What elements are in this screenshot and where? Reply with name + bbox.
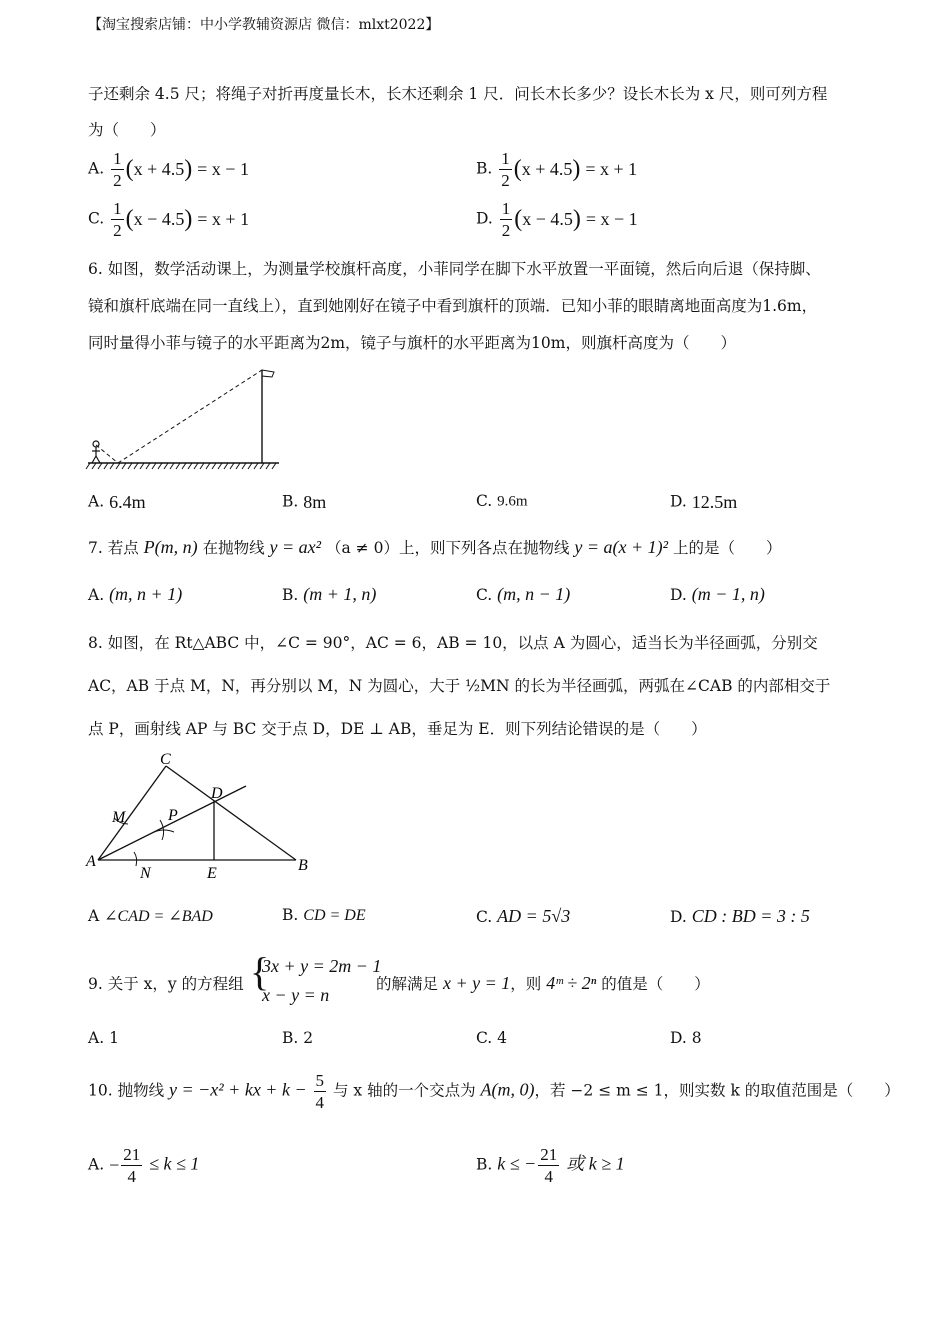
q6-option-b-text: 8m [303,492,327,512]
q9-option-d-label: D. [670,1029,687,1047]
label-n: N [140,865,151,882]
q9-system-brace: { [250,949,270,994]
q10-point: A(m, 0) [480,1079,535,1100]
q6-line3: 同时量得小菲与镜子的水平距离为2m，镜子与旗杆的水平距离为10m，则旗杆高度为（ ） [88,334,736,352]
q9-option-b-text: 2 [303,1029,314,1047]
q10-option-b-label: B. [476,1155,493,1174]
q6-option-c-text: 9.6m [497,493,528,510]
q7-curve1: y = ax² [269,537,322,557]
q5-option-d: D. $\frac{1}{2}$ (x − 4.5) = x − 1 [476,199,638,240]
q7-cond: （a ≠ 0） [326,539,399,557]
q10-fraction [314,1072,327,1111]
q7-option-d [670,584,765,605]
q10-option-b-fraction [538,1146,559,1185]
q7-option-c-label: C. [476,586,493,604]
q6-flagpole-figure [84,362,284,474]
q5-option-d-label: D. [476,209,493,228]
q5-option-b-rhs: = x + 1 [585,159,638,179]
label-a: A [86,853,96,870]
q8-option-a [88,906,213,926]
q10-stem [88,1072,900,1111]
q5-line2: 为（ ） [88,121,166,139]
q7-option-d-text: (m − 1, n) [691,584,765,604]
q10-option-b-den: 4 [544,1167,554,1186]
q5-option-b-label: B. [476,159,493,178]
q6-option-c [476,492,528,511]
q7-option-c [476,584,570,605]
q9-post: 的值是（ ） [601,975,710,993]
arc-n [134,852,137,866]
q5-option-c-inner: x − 4.5 [133,209,185,229]
q6-option-a [88,492,146,513]
eye-to-mirror-line [96,445,118,463]
q7-option-b [282,584,376,605]
q7-stem [88,536,782,558]
q9-option-b [282,1029,313,1047]
q10-mid: 与 x 轴的一个交点为 [332,1081,476,1100]
q5-option-a: A. $\frac{1}{2}$ (x + 4.5) = x − 1 [88,149,249,190]
q8-option-a-label: A [88,907,100,925]
q7-option-b-text: (m + 1, n) [303,584,377,604]
label-e: E [207,865,217,882]
q9-option-a-text: 1 [109,1029,119,1047]
header-banner: 【淘宝搜索店铺：中小学教辅资源店 微信：mlxt2022】 [88,17,440,33]
q9-option-b-label: B. [282,1029,299,1047]
q7-option-d-label: D. [670,586,687,604]
q6-option-a-text: 6.4m [109,492,146,512]
q9-then: ，则 [510,975,542,993]
q10-cond: ，若 −2 ≤ m ≤ 1，则实数 k 的取值范围是（ ） [534,1081,900,1100]
q9-option-c-text: 4 [497,1029,508,1047]
segment-cb [166,766,296,860]
q5-line1: 子还剩余 4.5 尺；将绳子对折再度量长木，长木还剩余 1 尺．问长木长多少？设长木长为 x 尺，则可列方程 [88,85,828,103]
q10-option-a-label: A. [88,1155,105,1174]
q7-point: P(m, n) [143,537,198,557]
q5-option-a-label: A. [88,159,105,178]
q7-option-b-label: B. [282,586,299,604]
q7-mid2: 上，则下列各点在抛物线 [398,539,570,557]
q5-option-a-rhs: = x − 1 [197,159,249,179]
q9-tail [376,972,710,994]
q8-option-b-text: CD = DE [303,907,366,924]
label-c: C [160,751,171,768]
q8-option-d [670,906,810,927]
girl-figure [92,441,100,463]
q9-option-c [476,1029,507,1047]
q6-option-b-label: B. [282,492,299,511]
q10-option-b [476,1146,625,1185]
q10-option-a-rest: ≤ k ≤ 1 [149,1153,200,1174]
q6-option-d [670,492,737,513]
q10-option-a-den: 4 [127,1167,136,1186]
q8-line3: 点 P，画射线 AP 与 BC 交于点 D，DE ⊥ AB，垂足为 E．则下列结论错误的是（ ） [88,720,707,738]
q7-option-a [88,584,182,605]
label-b: B [298,857,308,874]
q9-option-c-label: C. [476,1029,493,1047]
q8-option-d-label: D. [670,908,687,926]
label-d: D [211,785,223,802]
q6-option-c-label: C. [476,492,493,510]
half-fraction: $\frac{1}{2}$ [501,149,510,190]
q9-pre: 9. 关于 x，y 的方程组 [88,975,244,993]
q7-post: 上的是（ ） [673,539,782,557]
q8-option-b-label: B. [282,906,299,924]
q5-option-d-rhs: = x − 1 [585,209,638,229]
q5-option-b-inner: x + 4.5 [521,159,573,179]
half-fraction: $\frac{1}{2}$ [113,149,122,190]
q5-option-b: B. $\frac{1}{2}$ (x + 4.5) = x + 1 [476,149,638,190]
q9-option-a [88,1029,119,1047]
q10-option-b-rest: 或 k ≥ 1 [566,1153,625,1174]
q8-option-d-text: CD : BD = 3 : 5 [691,906,810,926]
label-p: P [168,807,178,824]
q8-line1: 8. 如图，在 Rt△ABC 中，∠C = 90°，AC = 6，AB = 10，以点 A 为圆心，适当长为半径画弧，分别交 [88,634,818,652]
q7-mid1: 在抛物线 [202,539,265,557]
q10-option-b-pre: k ≤ − [497,1153,537,1174]
q9-cond: x + y = 1 [442,973,511,993]
q10-frac-den: 4 [315,1093,325,1112]
segment-ac [98,766,166,860]
q6-option-b [282,492,326,513]
q5-option-a-inner: x + 4.5 [133,159,185,179]
label-m: M [112,809,126,826]
q6-option-d-text: 12.5m [691,492,738,512]
q9-option-d-text: 8 [691,1029,702,1047]
q6-option-a-label: A. [88,492,105,511]
q10-option-a-num: 21 [123,1145,141,1164]
q8-triangle-figure [84,748,324,884]
q8-option-a-text: ∠CAD = ∠BAD [104,908,213,925]
q8-option-c [476,906,570,927]
half-fraction: $\frac{1}{2}$ [501,199,511,240]
q10-pre: 10. 抛物线 [88,1081,165,1100]
q6-line2: 镜和旗杆底端在同一直线上），直到她刚好在镜子中看到旗杆的顶端．已知小菲的眼睛离地面高度为1.6m， [88,297,818,315]
mirror-to-top-line [118,370,262,463]
q5-option-c-rhs: = x + 1 [197,209,250,229]
q5-option-c-label: C. [88,209,105,228]
q5-option-d-inner: x − 4.5 [522,209,573,229]
half-fraction: $\frac{1}{2}$ [113,199,122,240]
ground-hatching [86,463,276,469]
q8-option-c-text: AD = 5√3 [497,906,571,926]
q9-eq2: x − y = n [262,985,330,1005]
q10-curve: y = −x² + kx + k − [169,1079,307,1100]
q7-pre: 7. 若点 [88,539,139,557]
q7-option-a-label: A. [88,586,105,604]
q8-option-b [282,906,366,925]
q7-curve2: y = a(x + 1)² [574,537,669,557]
q9-mid: 的解满足 [376,975,439,993]
q10-option-a-fraction [121,1146,142,1185]
q6-option-d-label: D. [670,492,687,511]
q10-frac-num: 5 [315,1071,325,1090]
q9-option-d [670,1029,702,1047]
q8-option-c-label: C. [476,908,493,926]
q10-option-b-num: 21 [540,1145,558,1164]
q9-option-a-label: A. [88,1029,105,1047]
q6-line1: 6. 如图，数学活动课上，为测量学校旗杆高度，小菲同学在脚下水平放置一平面镜，然后向后退（保持脚、 [88,260,821,278]
q7-option-c-text: (m, n − 1) [497,584,571,604]
q10-option-a: A. − $\frac{21}{4}$ ≤ k ≤ 1 [88,1145,200,1186]
q9-expr: 4ᵐ ÷ 2ⁿ [546,973,597,993]
q8-line2: AC，AB 于点 M，N，再分别以 M，N 为圆心，大于 ½MN 的长为半径画弧，两弧在∠CAB 的内部相交于 [88,677,831,695]
q5-option-c: C. $\frac{1}{2}$ (x − 4.5) = x + 1 [88,199,250,240]
q9-eq1: 3x + y = 2m − 1 [262,956,382,976]
flag-icon [262,370,274,377]
q7-option-a-text: (m, n + 1) [109,584,183,604]
